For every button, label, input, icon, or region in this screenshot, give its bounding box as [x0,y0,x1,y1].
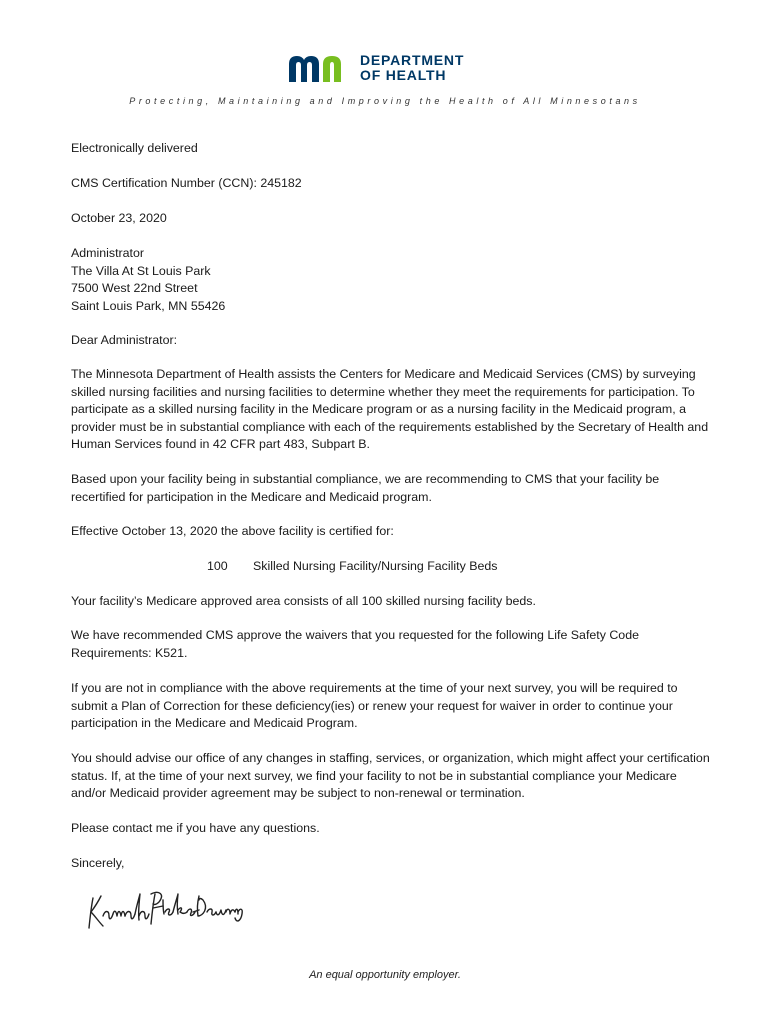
address-line: Administrator [71,246,144,260]
certified-bed-count: 100 [207,559,228,573]
paragraph-compliance: Based upon your facility being in substantial compliance, we are recommending to CMS that your facility be recertified for participation in the Medicare and Medicaid program. [71,472,660,504]
mn-logo-mark [289,52,353,84]
delivery-method: Electronically delivered [71,141,198,155]
mdh-logo [289,52,464,84]
paragraph-correction: If you are not in compliance with the above requirements at the time of your next survey, you will be required to submit a Plan of Correction for these deficiency(ies) or renew your request for waiver in order to continue your participation in the Medicare and Medicaid Program. [71,681,678,730]
logo-line-2: OF HEALTH [360,67,447,83]
paragraph-approved-area: Your facility’s Medicare approved area consists of all 100 skilled nursing facility beds. [71,594,536,608]
paragraph-contact: Please contact me if you have any questions. [71,821,320,835]
paragraph-advise: You should advise our office of any changes in staffing, services, or organization, which might affect your certification status. If, at the time of your next survey, we find your facility to not be in substantial compliance your Medicare and/or Medicaid provider agreement may be subject to non-renewal or termination. [71,751,710,800]
paragraph-survey: The Minnesota Department of Health assists the Centers for Medicare and Medicaid Services (CMS) by surveying skilled nursing facilities and nursing facilities to determine whether they meet the requirements for participation. To participate as a skilled nursing facility in the Medicare program or as a nursing facility in the Medicaid program, a provider must be in substantial compliance with each of the requirements established by the Secretary of Health and Human Services found in 42 CFR part 483, Subpart B. [71,367,709,451]
footer-equal-opportunity: An equal opportunity employer. [309,969,461,981]
recipient-address [71,245,225,315]
letter-date: October 23, 2020 [71,211,167,225]
paragraph-waivers: We have recommended CMS approve the waivers that you requested for the following Life Safety Code Requirements: K521. [71,628,639,660]
paragraph-effective: Effective October 13, 2020 the above facility is certified for: [71,524,394,538]
logo-line-1: DEPARTMENT [360,52,465,68]
closing: Sincerely, [71,856,125,870]
salutation: Dear Administrator: [71,333,178,347]
logo-wordmark [360,53,464,83]
certified-bed-type: Skilled Nursing Facility/Nursing Facility Beds [253,559,498,573]
address-line: Saint Louis Park, MN 55426 [71,298,226,313]
tagline: Protecting, Maintaining and Improving the Health of All Minnesotans [129,96,641,106]
handwritten-signature [85,886,245,936]
address-line: The Villa At St Louis Park [71,263,211,278]
ccn-line: CMS Certification Number (CCN): 245182 [71,176,302,190]
address-line: 7500 West 22nd Street [71,281,198,295]
